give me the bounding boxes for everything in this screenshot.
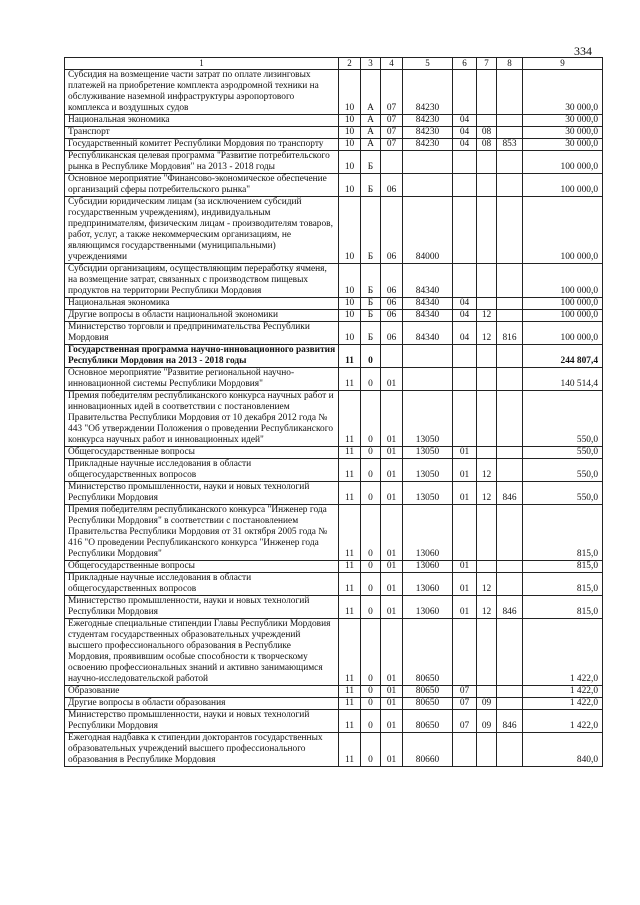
code-cell: 01 (453, 561, 477, 573)
code-cell (453, 505, 477, 561)
code-cell: 09 (477, 710, 497, 733)
code-cell: Б (361, 174, 381, 197)
row-description: Субсидия на возмещение части затрат по оплате лизинговых платежей на приобретение комплекта аэродромной техники на обслуживание наземной инфраструктуры аэропортового комплекса и воздушных судов (65, 70, 339, 115)
code-cell: 01 (453, 447, 477, 459)
code-cell (497, 310, 523, 322)
code-cell: 13060 (403, 573, 453, 596)
code-cell: Б (361, 310, 381, 322)
amount-cell: 100 000,0 (523, 322, 603, 345)
code-cell: 10 (339, 127, 361, 139)
code-cell (453, 368, 477, 391)
code-cell: 01 (381, 368, 403, 391)
code-cell: 10 (339, 139, 361, 151)
code-cell: 84230 (403, 127, 453, 139)
code-cell (477, 197, 497, 264)
row-description: Национальная экономика (65, 298, 339, 310)
column-header: 6 (453, 58, 477, 70)
code-cell: 12 (477, 596, 497, 619)
amount-cell: 550,0 (523, 459, 603, 482)
code-cell (477, 174, 497, 197)
table-row (65, 298, 603, 310)
code-cell: 11 (339, 368, 361, 391)
table-row (65, 619, 603, 686)
table-row (65, 368, 603, 391)
code-cell (453, 391, 477, 447)
table-row (65, 573, 603, 596)
column-header: 7 (477, 58, 497, 70)
code-cell: 84340 (403, 298, 453, 310)
code-cell (477, 561, 497, 573)
table-row (65, 264, 603, 298)
code-cell: Б (361, 151, 381, 174)
code-cell (477, 447, 497, 459)
code-cell: 04 (453, 139, 477, 151)
code-cell: 11 (339, 619, 361, 686)
amount-cell: 1 422,0 (523, 710, 603, 733)
budget-table (64, 57, 603, 767)
code-cell: 84230 (403, 70, 453, 115)
code-cell: 07 (453, 686, 477, 698)
code-cell: 84340 (403, 322, 453, 345)
code-cell (403, 345, 453, 368)
code-cell: 01 (381, 619, 403, 686)
code-cell (497, 197, 523, 264)
code-cell: 10 (339, 151, 361, 174)
table-row (65, 505, 603, 561)
code-cell: 0 (361, 391, 381, 447)
row-description: Министерство промышленности, науки и новых технологий Республики Мордовия (65, 596, 339, 619)
code-cell (477, 368, 497, 391)
code-cell (477, 686, 497, 698)
code-cell: 06 (381, 197, 403, 264)
code-cell: 10 (339, 115, 361, 127)
code-cell: Б (361, 197, 381, 264)
code-cell (497, 264, 523, 298)
code-cell: 10 (339, 298, 361, 310)
row-description: Государственный комитет Республики Мордовия по транспорту (65, 139, 339, 151)
code-cell: 816 (497, 322, 523, 345)
code-cell: А (361, 139, 381, 151)
amount-cell: 100 000,0 (523, 197, 603, 264)
row-description: Ежегодная надбавка к стипендии докторантов государственных образовательных учреждений высшего профессионального образования в Республике Мордовия (65, 733, 339, 767)
code-cell: 12 (477, 322, 497, 345)
row-description: Министерство промышленности, науки и новых технологий Республики Мордовия (65, 482, 339, 505)
row-description: Республиканская целевая программа "Развитие потребительского рынка в Республике Мордовия" на 2013 - 2018 годы (65, 151, 339, 174)
code-cell (381, 345, 403, 368)
code-cell: 13060 (403, 505, 453, 561)
code-cell (497, 345, 523, 368)
code-cell (477, 619, 497, 686)
row-description: Государственная программа научно-инновационного развития Республики Мордовия на 2013 - 2018 годы (65, 345, 339, 368)
amount-cell: 1 422,0 (523, 686, 603, 698)
table-row (65, 733, 603, 767)
code-cell: 01 (381, 698, 403, 710)
code-cell (453, 345, 477, 368)
code-cell: 07 (381, 139, 403, 151)
code-cell: 11 (339, 733, 361, 767)
code-cell: 01 (381, 573, 403, 596)
code-cell: 11 (339, 573, 361, 596)
code-cell (453, 174, 477, 197)
amount-cell: 100 000,0 (523, 174, 603, 197)
code-cell: 01 (453, 596, 477, 619)
code-cell: 12 (477, 459, 497, 482)
code-cell: 08 (477, 139, 497, 151)
code-cell (497, 115, 523, 127)
amount-cell: 550,0 (523, 391, 603, 447)
code-cell: 0 (361, 368, 381, 391)
code-cell: 0 (361, 573, 381, 596)
code-cell: 0 (361, 482, 381, 505)
table-row (65, 197, 603, 264)
table-row (65, 322, 603, 345)
column-header: 3 (361, 58, 381, 70)
code-cell: 06 (381, 310, 403, 322)
code-cell: 01 (381, 561, 403, 573)
code-cell (477, 115, 497, 127)
amount-cell: 1 422,0 (523, 619, 603, 686)
code-cell: 01 (381, 391, 403, 447)
amount-cell: 100 000,0 (523, 298, 603, 310)
code-cell (477, 391, 497, 447)
code-cell: 13050 (403, 482, 453, 505)
code-cell (497, 391, 523, 447)
code-cell: 0 (361, 596, 381, 619)
amount-cell: 815,0 (523, 573, 603, 596)
column-header: 8 (497, 58, 523, 70)
code-cell: 846 (497, 482, 523, 505)
code-cell: 07 (453, 698, 477, 710)
column-header: 2 (339, 58, 361, 70)
code-cell: 04 (453, 115, 477, 127)
code-cell (477, 151, 497, 174)
amount-cell: 815,0 (523, 596, 603, 619)
code-cell: 01 (381, 596, 403, 619)
code-cell (453, 619, 477, 686)
row-description: Субсидии организациям, осуществляющим переработку ячменя, на возмещение затрат, связанных с производством пищевых продуктов на территории Республики Мордовия (65, 264, 339, 298)
code-cell: 84000 (403, 197, 453, 264)
code-cell (497, 174, 523, 197)
row-description: Министерство промышленности, науки и новых технологий Республики Мордовия (65, 710, 339, 733)
table-row (65, 710, 603, 733)
amount-cell: 815,0 (523, 561, 603, 573)
code-cell: 13050 (403, 391, 453, 447)
code-cell: 0 (361, 447, 381, 459)
code-cell (497, 447, 523, 459)
code-cell: 11 (339, 686, 361, 698)
code-cell: 10 (339, 197, 361, 264)
code-cell (497, 298, 523, 310)
amount-cell: 30 000,0 (523, 139, 603, 151)
code-cell: 11 (339, 459, 361, 482)
code-cell (497, 368, 523, 391)
column-header: 1 (65, 58, 339, 70)
code-cell: 01 (381, 459, 403, 482)
code-cell: 80650 (403, 619, 453, 686)
table-row (65, 174, 603, 197)
code-cell: 06 (381, 322, 403, 345)
code-cell: 07 (381, 70, 403, 115)
amount-cell: 140 514,4 (523, 368, 603, 391)
page-number: 334 (574, 44, 592, 58)
code-cell: 11 (339, 561, 361, 573)
code-cell: 06 (381, 264, 403, 298)
code-cell: 0 (361, 561, 381, 573)
row-description: Прикладные научные исследования в области общегосударственных вопросов (65, 459, 339, 482)
code-cell (497, 127, 523, 139)
code-cell: 0 (361, 686, 381, 698)
table-row (65, 596, 603, 619)
table-row (65, 70, 603, 115)
row-description: Премия победителям республиканского конкурса научных работ и инновационных идей в соответствии с постановлением Правительства Республики Мордовия от 10 декабря 2012 года № 443 "Об утверждении Положения о проведении Республиканского конкурса научных работ и инновационных идей" (65, 391, 339, 447)
code-cell: 0 (361, 505, 381, 561)
code-cell: 84340 (403, 310, 453, 322)
code-cell: 80650 (403, 698, 453, 710)
table-row (65, 310, 603, 322)
code-cell (497, 459, 523, 482)
code-cell: 10 (339, 264, 361, 298)
code-cell (497, 505, 523, 561)
amount-cell: 840,0 (523, 733, 603, 767)
code-cell (477, 345, 497, 368)
code-cell: 10 (339, 174, 361, 197)
code-cell (453, 733, 477, 767)
code-cell: 01 (381, 733, 403, 767)
code-cell (403, 368, 453, 391)
row-description: Другие вопросы в области образования (65, 698, 339, 710)
column-header: 9 (523, 58, 603, 70)
code-cell: А (361, 115, 381, 127)
amount-cell: 1 422,0 (523, 698, 603, 710)
code-cell: 07 (381, 127, 403, 139)
column-header: 4 (381, 58, 403, 70)
code-cell: А (361, 127, 381, 139)
code-cell (497, 698, 523, 710)
code-cell (403, 174, 453, 197)
code-cell: 11 (339, 391, 361, 447)
column-header: 5 (403, 58, 453, 70)
code-cell: 13060 (403, 561, 453, 573)
code-cell: 11 (339, 698, 361, 710)
code-cell (477, 733, 497, 767)
code-cell: 04 (453, 127, 477, 139)
code-cell: 0 (361, 733, 381, 767)
code-cell: 01 (453, 482, 477, 505)
row-description: Основное мероприятие "Развитие региональной научно-инновационной системы Республики Мордовия" (65, 368, 339, 391)
code-cell: 13060 (403, 596, 453, 619)
code-cell: 04 (453, 322, 477, 345)
code-cell: 04 (453, 298, 477, 310)
amount-cell: 100 000,0 (523, 310, 603, 322)
code-cell: 01 (381, 447, 403, 459)
row-description: Ежегодные специальные стипендии Главы Республики Мордовия студентам государственных образовательных учреждений высшего профессионального образования в Республике Мордовия, проявившим особые способности к творческому освоению профессиональных знаний и активно занимающимся научно-исследовательской работой (65, 619, 339, 686)
table-row (65, 698, 603, 710)
row-description: Субсидии юридическим лицам (за исключением субсидий государственным учреждениям), индивидуальным предпринимателям, физическим лицам - производителям товаров, работ, услуг, а также некоммерческим организациям, не являющимся государственными (муниципальными) учреждениями (65, 197, 339, 264)
code-cell (477, 70, 497, 115)
amount-cell: 30 000,0 (523, 115, 603, 127)
code-cell: 11 (339, 505, 361, 561)
amount-cell: 100 000,0 (523, 151, 603, 174)
code-cell: 01 (381, 505, 403, 561)
code-cell: 12 (477, 310, 497, 322)
code-cell: 10 (339, 70, 361, 115)
code-cell: 11 (339, 482, 361, 505)
code-cell: 11 (339, 710, 361, 733)
code-cell: 10 (339, 310, 361, 322)
code-cell (381, 151, 403, 174)
code-cell (403, 151, 453, 174)
code-cell: Б (361, 322, 381, 345)
code-cell: 07 (381, 115, 403, 127)
header-row (65, 58, 603, 70)
table-row (65, 151, 603, 174)
code-cell (497, 70, 523, 115)
code-cell: 12 (477, 482, 497, 505)
code-cell (453, 197, 477, 264)
code-cell: 846 (497, 596, 523, 619)
code-cell: А (361, 70, 381, 115)
table-row (65, 482, 603, 505)
amount-cell: 815,0 (523, 505, 603, 561)
code-cell: 80650 (403, 686, 453, 698)
code-cell: 01 (381, 710, 403, 733)
code-cell: 0 (361, 619, 381, 686)
row-description: Общегосударственные вопросы (65, 561, 339, 573)
code-cell: 84340 (403, 264, 453, 298)
row-description: Министерство торговли и предпринимательства Республики Мордовия (65, 322, 339, 345)
code-cell (497, 733, 523, 767)
code-cell: 80650 (403, 710, 453, 733)
code-cell: 0 (361, 710, 381, 733)
table-row (65, 127, 603, 139)
row-description: Национальная экономика (65, 115, 339, 127)
code-cell: 0 (361, 345, 381, 368)
code-cell: 11 (339, 596, 361, 619)
code-cell (453, 151, 477, 174)
code-cell (497, 561, 523, 573)
code-cell: Б (361, 264, 381, 298)
code-cell: 853 (497, 139, 523, 151)
amount-cell: 550,0 (523, 482, 603, 505)
code-cell: 12 (477, 573, 497, 596)
amount-cell: 244 807,4 (523, 345, 603, 368)
table-row (65, 459, 603, 482)
row-description: Транспорт (65, 127, 339, 139)
code-cell (497, 573, 523, 596)
code-cell: 10 (339, 322, 361, 345)
code-cell: 06 (381, 298, 403, 310)
row-description: Премия победителям республиканского конкурса "Инженер года Республики Мордовия" в соответствии с постановлением Правительства Республики Мордовия от 31 октября 2005 года № 416 "О проведении Республиканского конкурса "Инженер года Республики Мордовия" (65, 505, 339, 561)
amount-cell: 30 000,0 (523, 127, 603, 139)
code-cell (453, 70, 477, 115)
code-cell (477, 298, 497, 310)
code-cell (477, 264, 497, 298)
row-description: Прикладные научные исследования в области общегосударственных вопросов (65, 573, 339, 596)
code-cell: 0 (361, 698, 381, 710)
amount-cell: 30 000,0 (523, 70, 603, 115)
table-row (65, 447, 603, 459)
row-description: Общегосударственные вопросы (65, 447, 339, 459)
amount-cell: 550,0 (523, 447, 603, 459)
table-row (65, 115, 603, 127)
table-row (65, 686, 603, 698)
code-cell: 01 (381, 482, 403, 505)
code-cell: 846 (497, 710, 523, 733)
code-cell: 04 (453, 310, 477, 322)
code-cell: Б (361, 298, 381, 310)
code-cell: 13050 (403, 447, 453, 459)
row-description: Образование (65, 686, 339, 698)
row-description: Другие вопросы в области национальной экономики (65, 310, 339, 322)
code-cell: 80660 (403, 733, 453, 767)
code-cell: 06 (381, 174, 403, 197)
table-row (65, 391, 603, 447)
code-cell: 13050 (403, 459, 453, 482)
table-row (65, 345, 603, 368)
code-cell (497, 619, 523, 686)
code-cell (497, 686, 523, 698)
code-cell: 01 (453, 459, 477, 482)
code-cell (453, 264, 477, 298)
code-cell: 0 (361, 459, 381, 482)
code-cell (497, 151, 523, 174)
code-cell: 84230 (403, 115, 453, 127)
code-cell: 84230 (403, 139, 453, 151)
code-cell: 09 (477, 698, 497, 710)
code-cell (477, 505, 497, 561)
table-row (65, 139, 603, 151)
code-cell: 11 (339, 345, 361, 368)
code-cell: 01 (453, 573, 477, 596)
code-cell: 07 (453, 710, 477, 733)
code-cell: 08 (477, 127, 497, 139)
code-cell: 01 (381, 686, 403, 698)
code-cell: 11 (339, 447, 361, 459)
row-description: Основное мероприятие "Финансово-экономическое обеспечение организаций сферы потребительского рынка" (65, 174, 339, 197)
amount-cell: 100 000,0 (523, 264, 603, 298)
table-row (65, 561, 603, 573)
